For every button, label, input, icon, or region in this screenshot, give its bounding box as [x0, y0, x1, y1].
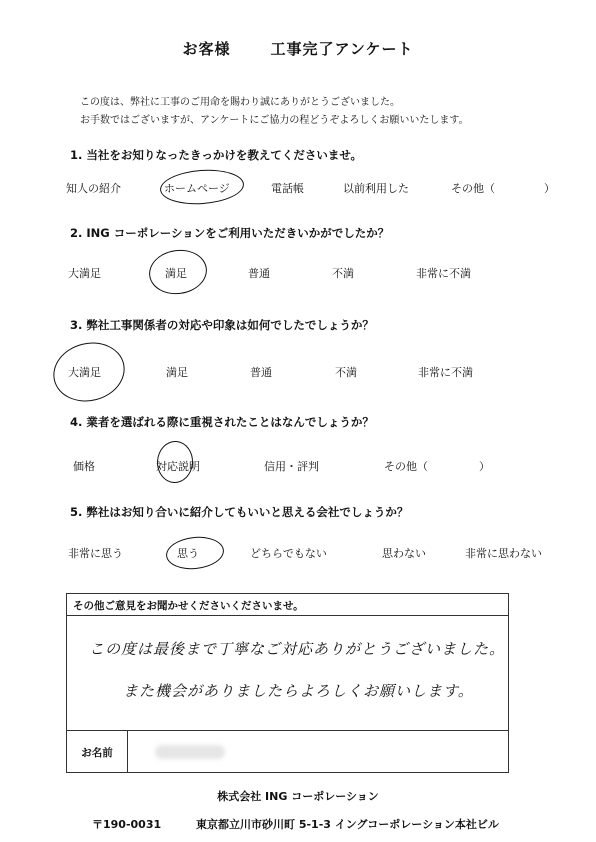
q3-option[interactable]: 非常に不満 [418, 366, 473, 379]
comments-header: その他ご意見をお聞かせくださいくださいませ。 [67, 594, 508, 616]
title-left: お客様 [182, 40, 231, 58]
intro-line-1: この度は、弊社に工事のご用命を賜わり誠にありがとうございました。 [80, 97, 400, 108]
q4-option-selected[interactable]: 対応説明 [156, 460, 200, 473]
q5-option-selected[interactable]: 思う [177, 547, 199, 560]
q4-option[interactable]: 信用・評判 [264, 460, 319, 473]
question-1-label: 1. 当社をお知りなったきっかけを教えてくださいませ。 [70, 148, 363, 162]
q1-option[interactable]: 知人の紹介 [66, 182, 121, 195]
redacted-name [155, 745, 225, 759]
q5-option[interactable]: 非常に思わない [465, 547, 542, 560]
q2-option[interactable]: 普通 [248, 267, 270, 280]
comments-box [66, 593, 509, 773]
comment-line-2[interactable]: また機会がありましたらよろしくお願いします。 [123, 682, 474, 700]
q3-option[interactable]: 不満 [335, 366, 357, 379]
question-5-label: 5. 弊社はお知り合いに紹介してもいいと思える会社でしょうか？ [70, 505, 409, 519]
q1-option[interactable]: 電話帳 [271, 182, 304, 195]
q5-option[interactable]: 非常に思う [68, 547, 123, 560]
q3-option[interactable]: 満足 [166, 366, 188, 379]
q3-option[interactable]: 普通 [250, 366, 272, 379]
question-2-label: 2. ING コーポレーションをご利用いただきいかがでしたか？ [70, 226, 390, 240]
q2-option[interactable]: 大満足 [68, 267, 101, 280]
question-3-label: 3. 弊社工事関係者の対応や印象は如何でしたでしょうか？ [70, 318, 374, 332]
q2-option-selected[interactable]: 満足 [165, 267, 187, 280]
footer-address: 東京都立川市砂川町 5-1-3 イングコーポレーション本社ビル [196, 818, 499, 831]
name-label: お名前 [67, 731, 128, 773]
q5-option[interactable]: どちらでもない [250, 547, 327, 560]
q4-option-close: ） [479, 460, 490, 473]
q1-option[interactable]: 以前利用した [343, 182, 409, 195]
q1-option[interactable]: その他（ [451, 182, 495, 195]
q4-option[interactable]: 価格 [73, 460, 95, 473]
q3-option-selected[interactable]: 大満足 [68, 366, 101, 379]
title-right: 工事完了アンケート [270, 40, 414, 58]
footer-company: 株式会社 ING コーポレーション [217, 790, 379, 803]
comment-line-1[interactable]: この度は最後まで丁寧なご対応ありがとうございました。 [89, 640, 506, 658]
footer-postal: 〒190-0031 [92, 818, 162, 831]
q4-option[interactable]: その他（ [384, 460, 428, 473]
q1-option-selected[interactable]: ホームページ [164, 182, 230, 195]
name-row [67, 730, 508, 773]
q5-option[interactable]: 思わない [382, 547, 426, 560]
question-4-label: 4. 業者を選ばれる際に重視されたことはなんでしょうか？ [70, 415, 374, 429]
q2-option[interactable]: 不満 [332, 267, 354, 280]
q2-option[interactable]: 非常に不満 [416, 267, 471, 280]
q1-option-close: ） [544, 182, 555, 195]
intro-line-2: お手数ではございますが、アンケートにご協力の程どうぞよろしくお願いいたします。 [80, 115, 469, 126]
page-title [0, 38, 596, 59]
